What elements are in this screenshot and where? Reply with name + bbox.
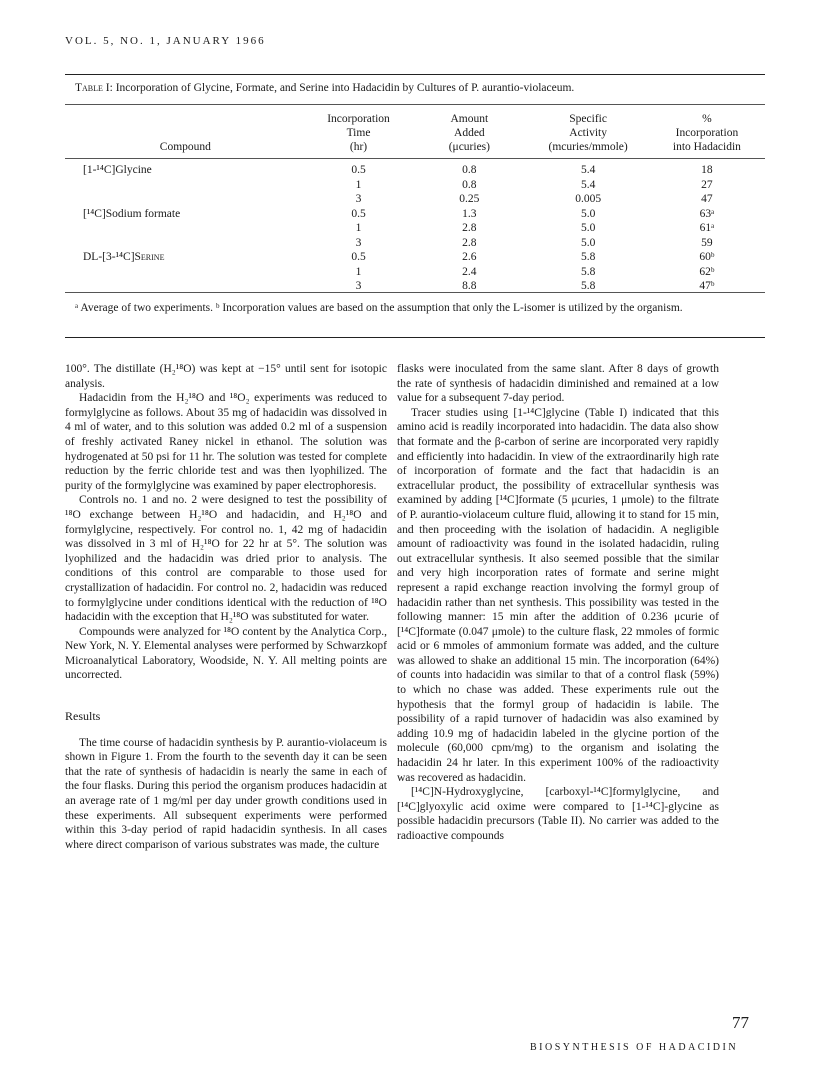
paragraph: flasks were inoculated from the same slant. After 8 days of growth the rate of synthesis of hadacidin diminished and remained at a low value for a subsequent 7-day period. xyxy=(397,363,719,405)
left-column xyxy=(65,362,387,852)
paragraph: The time course of hadacidin synthesis by P. aurantio-violaceum is shown in Figure 1. From the fourth to the seventh day it can be seen that the rate of synthesis of hadacidin is nearly the same in each of the four flasks. During this period the organism produces hadacidin at an average rate of 1 mg/ml per day under growth conditions used in these experiments. All subsequent experiments were performed within this 3-day period of rapid hadacidin synthesis. In all cases where direct comparison of various substrates was made, the culture xyxy=(65,736,387,851)
top-rule xyxy=(65,74,765,75)
data-table xyxy=(65,110,765,294)
right-column xyxy=(397,362,719,844)
header-amount: Amount Added (μcuries) xyxy=(448,113,490,153)
paragraph: Tracer studies using [1-¹⁴C]glycine (Table I) indicated that this amino acid is readily incorporated into hadacidin. The data also show that formate and the β-carbon of serine are incorporated very rapidly and efficiently into hadacidin. In view of the extraordinarily high rate of incorporation of formate and the fact that hadacidin is an extracellular product, the possibility of extracellular synthesis was examined by adding [¹⁴C]formate (5 μcuries, 1 μmole) to the filtrate of P. aurantio-violaceum culture fluid, allowing it to stand for 15 min, and then proceeding with the isolation of hadacidin. A negligible amount of radioactivity was found in the isolated hadacidin, ruling out extracellular synthesis. It also seemed possible that the similar and very high incorporation rates of formate and serine might represent a rapid exchange reaction involving the formyl group of hadacidin rather than net synthesis. This possibility was tested in the following manner: 15 min after the addition of 0.236 μcurie of [¹⁴C]formate (0.047 μmole) to the culture flask, 22 mmoles of formic acid or 6 mmoles of ammonium formate was added, and the culture was allowed to shake an additional 15 min. The incorporation (64%) of counts into hadacidin was similar to that of a control flask (59%) to which no chase was added. These experiments rule out the hypothesis that the formyl group of hadacidin is labile. The possibility of a rapid turnover of hadacidin was also examined by adding 10.9 mg of hadacidin labeled in the glycine portion of the molecule (60,000 cpm/mg) to the organism and isolating the hadacidin 24 hr later. In this experiment 100% of the radioactivity was recovered as hadacidin. xyxy=(397,406,719,784)
header-specific-activity: Specific Activity (mcuries/mmole) xyxy=(548,113,628,153)
table-row: 1 2.8 5.0 61ᵃ xyxy=(355,222,715,234)
header-time: Incorporation Time (hr) xyxy=(327,113,390,153)
caption-rule xyxy=(65,104,765,105)
header-incorporation: % Incorporation into Hadacidin xyxy=(672,113,741,153)
results-heading: Results xyxy=(65,709,101,724)
table-row: 1 0.8 5.4 27 xyxy=(355,178,713,191)
paragraph: Hadacidin from the H₂¹⁸O and ¹⁸O₂ experiments was reduced to formylglycine as follows. About 35 mg of hadacidin was dissolved in 4 ml of water, and to this solution was added 0.2 ml of a suspension of freshly activated Raney nickel in ethanol. The solution was hydrogenated at 50 psi for 11 hr. The solution was tested for complete reduction by the ferric chloride test and was then lyophilized. The purity of the formylglycine was examined by paper electrophoresis. xyxy=(65,392,387,492)
table-footnote: ᵃ Average of two experiments. ᵇ Incorporation values are based on the assumption that only the L-isomer is utilized by the organism. xyxy=(75,302,683,314)
paragraph: [¹⁴C]N-Hydroxyglycine, [carboxyl-¹⁴C]formylglycine, and [¹⁴C]glyoxylic acid oxime were compared to [1-¹⁴C]-glycine as possible hadacidin precursors (Table II). No carrier was added to the radioactive compounds xyxy=(397,786,719,842)
table-row: 3 0.25 0.005 47 xyxy=(355,193,713,205)
running-head: VOL. 5, NO. 1, JANUARY 1966 xyxy=(65,35,266,47)
table-row: [1-¹⁴C]Glycine 0.5 0.8 5.4 18 xyxy=(83,164,713,176)
table-row: 3 2.8 5.0 59 xyxy=(355,236,713,249)
running-foot: BIOSYNTHESIS OF HADACIDIN xyxy=(530,1042,739,1053)
table-row: [¹⁴C]Sodium formate 0.5 1.3 5.0 63ᵃ xyxy=(83,207,715,220)
table-row: DL-[3-¹⁴C]Serine 0.5 2.6 5.8 60ᵇ xyxy=(83,251,715,263)
paragraph: 100°. The distillate (H₂¹⁸O) was kept at −15° until sent for isotopic analysis. xyxy=(65,363,387,390)
paragraph: Controls no. 1 and no. 2 were designed to test the possibility of ¹⁸O exchange between H₂¹⁸O and hadacidin, and H₂¹⁸O and formylglycine, respectively. For control no. 1, 42 mg of hadacidin was dissolved in 3 ml of H₂¹⁸O for 22 hr at 5°. The solution was lyophilized and the hadacidin was dried prior to analysis. The conditions of this control are comparable to those used for crystallization of hadacidin. For control no. 2, hadacidin was reduced to formylglycine under conditions identical with the reduction of ¹⁸O hadacidin with the exception that H₂¹⁸O was substituted for water. xyxy=(65,494,387,624)
header-compound: Compound xyxy=(159,141,211,153)
table-caption xyxy=(75,82,765,94)
table-label: Table I: xyxy=(75,82,113,94)
table-caption-text: Incorporation of Glycine, Formate, and Serine into Hadacidin by Cultures of P. aurantio-violaceum. xyxy=(115,82,575,94)
page-number: 77 xyxy=(732,1013,749,1032)
section-rule xyxy=(65,337,765,338)
paragraph: Compounds were analyzed for ¹⁸O content by the Analytica Corp., New York, N. Y. Elemental analyses were performed by Schwarzkopf Microanalytical Laboratory, Woodside, N. Y. All melting points are uncorrected. xyxy=(65,625,387,682)
table-bottom-rule xyxy=(65,292,765,293)
table-row: 3 8.8 5.8 47ᵇ xyxy=(355,280,715,292)
table-row: 1 2.4 5.8 62ᵇ xyxy=(355,265,715,278)
table-header-row xyxy=(65,110,765,159)
